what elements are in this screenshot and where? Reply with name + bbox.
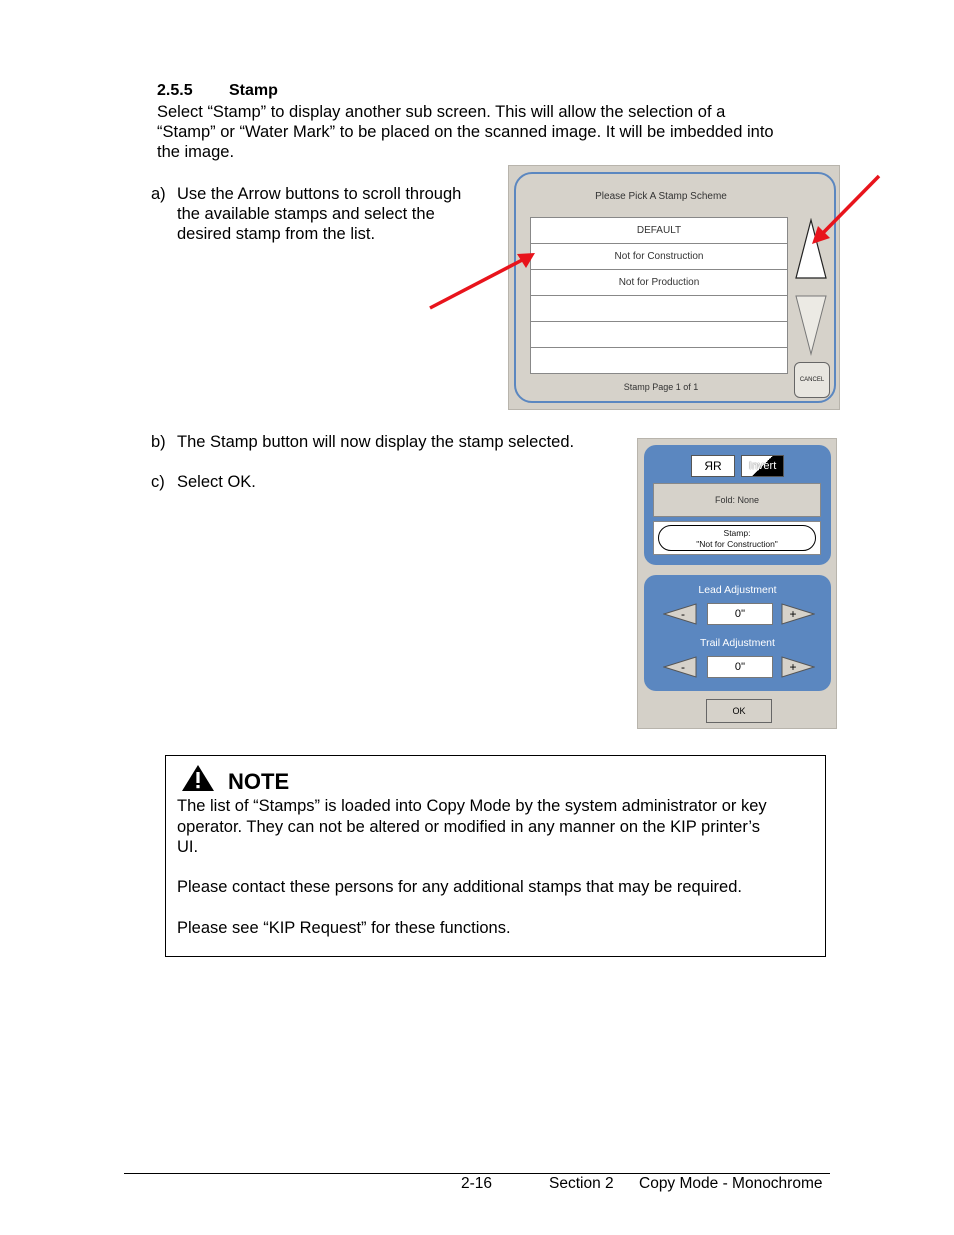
stamp-list-item[interactable]: Not for Construction: [530, 244, 788, 270]
step-b: [151, 432, 621, 454]
section-number: 2.5.5: [157, 82, 193, 99]
step-label: c): [151, 473, 165, 491]
footer-section: Section 2: [549, 1175, 614, 1192]
trail-adjustment-value[interactable]: 0'': [707, 656, 773, 678]
minus-glyph: -: [681, 660, 685, 674]
step-c: [151, 472, 451, 494]
fold-button[interactable]: Fold: None: [653, 483, 821, 517]
red-arrow-to-up-button-icon: [820, 176, 879, 236]
step-line: the available stamps and select the: [177, 205, 435, 223]
lead-adjustment-value[interactable]: 0'': [707, 603, 773, 625]
stamp-picker-title: Please Pick A Stamp Scheme: [595, 191, 727, 202]
stamp-list-item[interactable]: Not for Production: [530, 270, 788, 296]
stamp-button[interactable]: [653, 521, 821, 555]
lead-adjustment-label: Lead Adjustment: [698, 584, 777, 596]
step-label: a): [151, 185, 166, 203]
plus-glyph: +: [789, 607, 797, 621]
note-line: UI.: [177, 838, 199, 856]
step-line: Use the Arrow buttons to scroll through: [177, 185, 462, 203]
note-paragraph: [177, 796, 817, 858]
footer-chapter: Copy Mode - Monochrome: [639, 1175, 823, 1192]
footer-divider: [124, 1173, 830, 1174]
lead-increase-arrow-icon[interactable]: [781, 603, 815, 625]
options-panel: [644, 445, 831, 565]
note-paragraph: Please see “KIP Request” for these functions.: [177, 919, 511, 937]
stamp-button-label: [658, 525, 816, 551]
note-line: The list of “Stamps” is loaded into Copy Mode by the system administrator or key: [177, 797, 767, 815]
footer-page-number: 2-16: [461, 1175, 493, 1192]
note-box: [165, 755, 826, 957]
trail-increase-arrow-icon[interactable]: [781, 656, 815, 678]
step-text: Select OK.: [177, 473, 256, 491]
step-label: b): [151, 433, 166, 451]
note-paragraph: Please contact these persons for any additional stamps that may be required.: [177, 878, 742, 896]
stamp-list-item[interactable]: DEFAULT: [530, 217, 788, 244]
stamp-label-line: "Not for Construction": [696, 539, 778, 549]
note-title: NOTE: [228, 769, 290, 794]
section-title: Stamp: [229, 82, 278, 99]
adjustment-panel: [644, 575, 831, 691]
invert-button[interactable]: Invert: [741, 455, 784, 477]
note-line: operator. They can not be altered or modified in any manner on the KIP printer’s: [177, 817, 761, 836]
stamp-label-line: Stamp:: [723, 528, 751, 538]
lead-decrease-arrow-icon[interactable]: [663, 603, 697, 625]
ok-button[interactable]: OK: [706, 699, 772, 723]
minus-glyph: -: [681, 607, 685, 621]
step-text: The Stamp button will now display the stamp selected.: [177, 433, 575, 451]
plus-glyph: +: [789, 660, 797, 674]
warning-icon: [181, 764, 215, 792]
trail-adjustment-label: Trail Adjustment: [700, 637, 775, 649]
mirror-button[interactable]: ЯR: [691, 455, 735, 477]
intro-line: Select “Stamp” to display another sub screen. This will allow the selection of a: [157, 103, 726, 121]
intro-line: “Stamp” or “Water Mark” to be placed on the scanned image. It will be imbedded into: [157, 123, 774, 141]
cancel-button[interactable]: CANCEL: [794, 362, 830, 398]
trail-decrease-arrow-icon[interactable]: [663, 656, 697, 678]
stamp-page-info: Stamp Page 1 of 1: [623, 382, 699, 392]
annotation-arrows: [0, 0, 954, 420]
step-line: desired stamp from the list.: [177, 225, 376, 243]
intro-line: the image.: [157, 143, 235, 161]
red-arrow-to-list-icon: [430, 258, 526, 308]
stamp-settings-screenshot: [637, 438, 837, 729]
